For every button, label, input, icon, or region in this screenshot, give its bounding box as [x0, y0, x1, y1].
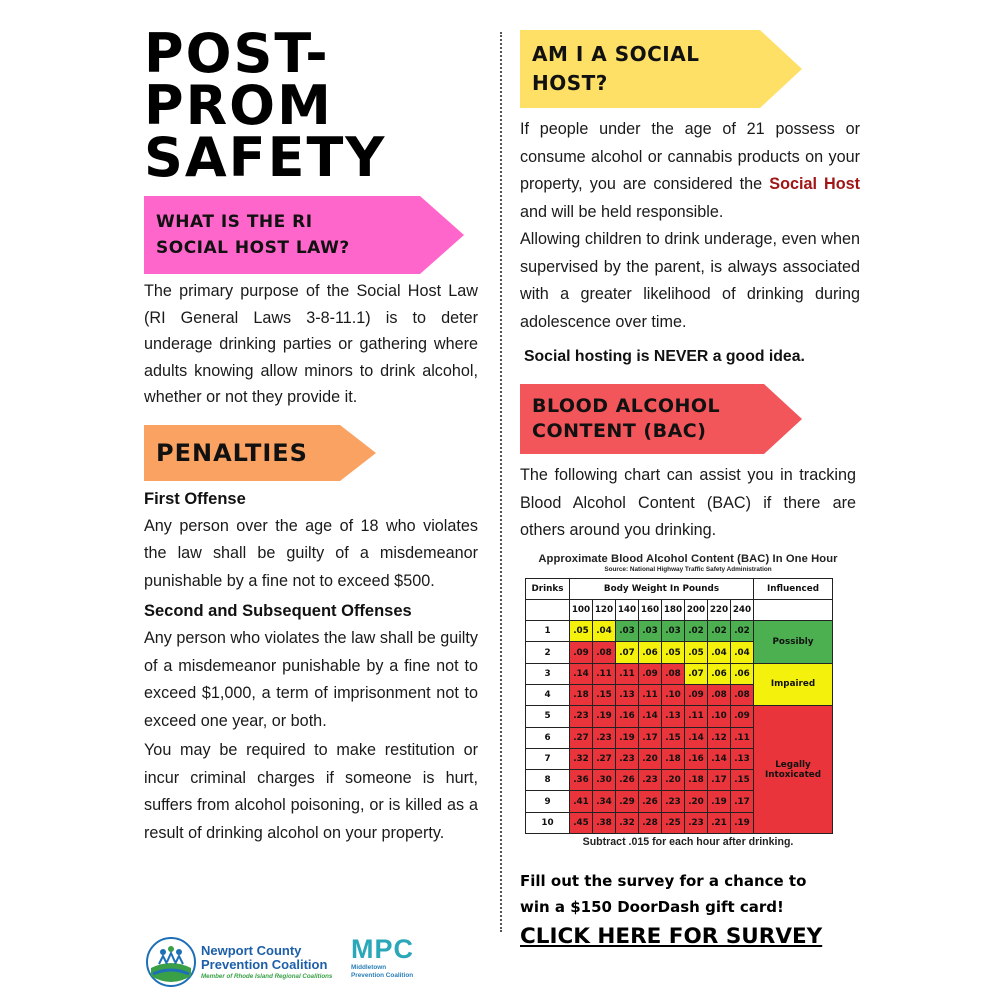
bac-value: .20	[685, 791, 708, 812]
bac-value: .45	[570, 812, 593, 833]
host-text-2: Allowing children to drink underage, even when supervised by the parent, is always associated with a greater likelihood of drinking during adolescence over time.	[520, 230, 860, 331]
bac-value: .05	[685, 642, 708, 663]
bac-chart	[520, 553, 856, 849]
bac-value: .20	[639, 748, 662, 769]
bac-value: .11	[616, 663, 639, 684]
bac-value: .02	[685, 621, 708, 642]
bac-value: .11	[731, 727, 754, 748]
weight-label: 140	[616, 599, 639, 620]
bac-value: .11	[639, 684, 662, 705]
bac-value: .15	[593, 684, 616, 705]
law-banner	[144, 196, 464, 274]
law-description: The primary purpose of the Social Host Law (RI General Laws 3-8-11.1) is to deter underage drinking parties or gathering where adults knowing allow minors to drink alcohol, whether or not they provide it.	[144, 282, 478, 406]
drinks-count: 6	[526, 727, 570, 748]
mpc-name-line: Prevention Coalition	[351, 972, 414, 979]
page-title	[144, 22, 478, 189]
bac-value: .16	[685, 748, 708, 769]
host-text-part: If people under the age of 21 possess or consume alcohol or cannabis products on your property, you are considered the	[520, 120, 860, 193]
bac-value: .19	[616, 727, 639, 748]
weight-label: 240	[731, 599, 754, 620]
bac-value: .14	[570, 663, 593, 684]
bac-value: .12	[708, 727, 731, 748]
bac-value: .08	[731, 684, 754, 705]
bac-value: .03	[639, 621, 662, 642]
bac-value: .28	[639, 812, 662, 833]
bac-value: .30	[593, 770, 616, 791]
first-offense-text: Any person over the age of 18 who violates the law shall be guilty of a misdemeanor punishable by a fine not to exceed $500.	[144, 516, 478, 590]
bac-value: .09	[685, 684, 708, 705]
ncpc-name-line: Newport County	[201, 943, 302, 958]
bac-value: .21	[708, 812, 731, 833]
weight-label: 160	[639, 599, 662, 620]
restitution-text: You may be required to make restitution or incur criminal charges if someone is hurt, suffers from alcohol poisoning, or is killed as a result of drinking alcohol on your property.	[144, 741, 478, 842]
mpc-name	[351, 964, 414, 980]
bac-value: .08	[662, 663, 685, 684]
penalties-banner	[144, 425, 376, 481]
second-offense-text: Any person who violates the law shall be guilty of a misdemeanor punishable by a fine not to exceed $1,000, a term of imprisonment not to exceed one year, or both.	[144, 629, 478, 730]
host-text-part: and will be held responsible.	[520, 202, 724, 221]
mpc-name-line: Middletown	[351, 964, 387, 971]
bac-value: .05	[662, 642, 685, 663]
bac-value: .13	[616, 684, 639, 705]
bac-value: .23	[639, 770, 662, 791]
bac-table	[525, 578, 833, 835]
bac-value: .07	[685, 663, 708, 684]
bac-value: .05	[570, 621, 593, 642]
host-banner	[520, 30, 802, 108]
drinks-count: 8	[526, 770, 570, 791]
bac-data-row	[526, 663, 833, 684]
ncpc-name-line: Prevention Coalition	[201, 957, 328, 972]
bac-value: .09	[639, 663, 662, 684]
bac-intro: The following chart can assist you in tracking Blood Alcohol Content (BAC) if there are others around you drinking.	[520, 466, 856, 539]
zone-label-line: Intoxicated	[764, 769, 822, 780]
influenced-header: Influenced	[754, 578, 833, 599]
penalties-heading: PENALTIES	[156, 438, 308, 467]
bac-value: .18	[570, 684, 593, 705]
bac-value: .08	[708, 684, 731, 705]
bac-value: .32	[616, 812, 639, 833]
bac-value: .27	[570, 727, 593, 748]
host-banner-line: AM I A SOCIAL	[532, 42, 700, 66]
bac-value: .03	[616, 621, 639, 642]
law-banner-line: WHAT IS THE RI	[156, 212, 313, 232]
bac-value: .09	[731, 706, 754, 727]
host-text	[520, 116, 860, 226]
zone-impaired: Impaired	[754, 663, 833, 706]
bac-value: .09	[570, 642, 593, 663]
weight-label: 120	[593, 599, 616, 620]
bac-value: .16	[616, 706, 639, 727]
bac-value: .17	[708, 770, 731, 791]
bac-weight-row	[526, 599, 833, 620]
ncpc-logo-icon	[145, 936, 197, 988]
weight-label: 180	[662, 599, 685, 620]
bac-data-row	[526, 621, 833, 642]
bac-value: .17	[731, 791, 754, 812]
second-offense-heading: Second and Subsequent Offenses	[144, 602, 412, 620]
survey-line: Fill out the survey for a chance to	[520, 872, 807, 891]
first-offense-heading: First Offense	[144, 489, 246, 508]
bac-value: .38	[593, 812, 616, 833]
bac-value: .10	[708, 706, 731, 727]
bac-value: .04	[593, 621, 616, 642]
drinks-count: 5	[526, 706, 570, 727]
bac-value: .36	[570, 770, 593, 791]
drinks-count: 7	[526, 748, 570, 769]
zone-legally-intoxicated	[754, 706, 833, 834]
law-banner-line: SOCIAL HOST LAW?	[156, 238, 350, 258]
bac-value: .17	[639, 727, 662, 748]
bac-value: .26	[616, 770, 639, 791]
survey-line: win a $150 DoorDash gift card!	[520, 898, 784, 917]
mpc-mark: MPC	[351, 934, 414, 964]
zone-possibly: Possibly	[754, 621, 833, 664]
bac-banner	[520, 384, 802, 454]
bac-value: .07	[616, 642, 639, 663]
zone-label-line: Legally	[775, 759, 811, 770]
bac-value: .18	[685, 770, 708, 791]
bac-value: .19	[708, 791, 731, 812]
bac-chart-footer: Subtract .015 for each hour after drinking.	[582, 836, 794, 849]
empty-cell	[754, 599, 833, 620]
bac-value: .14	[708, 748, 731, 769]
weight-label: 220	[708, 599, 731, 620]
drinks-count: 1	[526, 621, 570, 642]
bac-value: .11	[685, 706, 708, 727]
drinks-count: 3	[526, 663, 570, 684]
bac-value: .32	[570, 748, 593, 769]
drinks-count: 4	[526, 684, 570, 705]
bac-value: .13	[662, 706, 685, 727]
ncpc-name	[201, 944, 332, 981]
bac-value: .10	[662, 684, 685, 705]
bac-value: .04	[708, 642, 731, 663]
survey-text	[520, 868, 860, 920]
bac-chart-title: Approximate Blood Alcohol Content (BAC) In One Hour	[538, 552, 838, 565]
left-column	[144, 22, 478, 847]
bac-value: .34	[593, 791, 616, 812]
bac-value: .02	[708, 621, 731, 642]
weight-label: 100	[570, 599, 593, 620]
host-banner-line: HOST?	[532, 71, 608, 95]
empty-cell	[526, 599, 570, 620]
social-host-highlight: Social Host	[769, 175, 861, 193]
bac-value: .15	[731, 770, 754, 791]
drinks-count: 9	[526, 791, 570, 812]
weight-label: 200	[685, 599, 708, 620]
bac-value: .11	[593, 663, 616, 684]
bac-value: .14	[685, 727, 708, 748]
title-line: PROM	[144, 74, 333, 137]
bac-value: .15	[662, 727, 685, 748]
bac-banner-line: BLOOD ALCOHOL	[532, 395, 721, 417]
bac-value: .23	[662, 791, 685, 812]
bac-value: .20	[662, 770, 685, 791]
bac-value: .06	[731, 663, 754, 684]
bac-value: .41	[570, 791, 593, 812]
weight-header: Body Weight In Pounds	[570, 578, 754, 599]
bac-header-row	[526, 578, 833, 599]
drinks-header: Drinks	[526, 578, 570, 599]
title-line: POST-	[144, 22, 330, 85]
bac-value: .23	[616, 748, 639, 769]
bac-value: .06	[708, 663, 731, 684]
bac-value: .13	[731, 748, 754, 769]
bac-value: .03	[662, 621, 685, 642]
partner-logos	[145, 934, 445, 990]
bac-value: .27	[593, 748, 616, 769]
bac-chart-source: Source: National Highway Traffic Safety Administration	[604, 565, 772, 573]
bac-value: .14	[639, 706, 662, 727]
right-column	[520, 30, 860, 949]
bac-value: .29	[616, 791, 639, 812]
never-statement: Social hosting is NEVER a good idea.	[524, 348, 805, 365]
bac-value: .06	[639, 642, 662, 663]
title-line: SAFETY	[144, 126, 387, 189]
drinks-count: 2	[526, 642, 570, 663]
bac-data-row	[526, 706, 833, 727]
bac-value: .04	[731, 642, 754, 663]
column-divider	[500, 32, 502, 932]
bac-value: .02	[731, 621, 754, 642]
bac-value: .18	[662, 748, 685, 769]
mpc-logo	[351, 934, 414, 980]
bac-value: .25	[662, 812, 685, 833]
bac-banner-line: CONTENT (BAC)	[532, 420, 707, 442]
bac-value: .23	[593, 727, 616, 748]
bac-value: .23	[570, 706, 593, 727]
bac-value: .08	[593, 642, 616, 663]
bac-value: .26	[639, 791, 662, 812]
ncpc-tagline: Member of Rhode Island Regional Coalitions	[201, 973, 333, 980]
bac-value: .19	[731, 812, 754, 833]
bac-value: .23	[685, 812, 708, 833]
survey-link[interactable]: CLICK HERE FOR SURVEY	[520, 924, 823, 950]
drinks-count: 10	[526, 812, 570, 833]
bac-value: .19	[593, 706, 616, 727]
